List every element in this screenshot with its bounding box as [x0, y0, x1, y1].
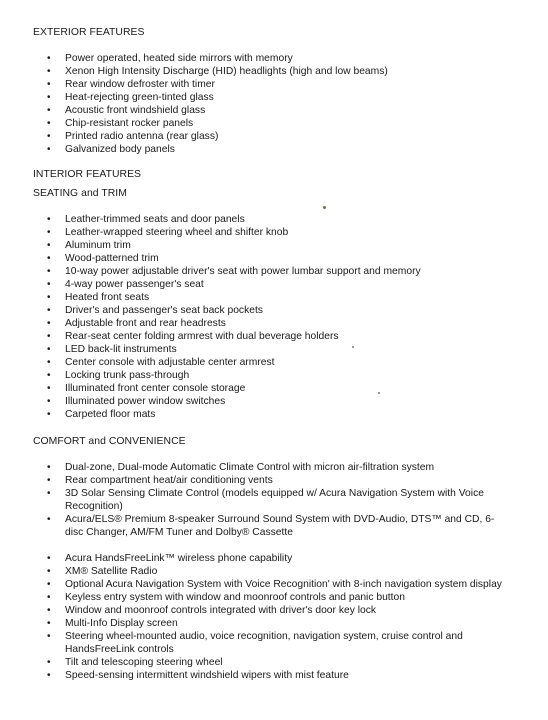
list-item: • Chip-resistant rocker panels — [0, 117, 548, 130]
scan-speck — [352, 346, 354, 348]
scan-speck — [323, 206, 326, 209]
list-item: • Leather-trimmed seats and door panels — [0, 213, 548, 226]
exterior-features-heading: EXTERIOR FEATURES — [33, 27, 145, 38]
list-item: • Illuminated power window switches — [0, 395, 548, 408]
list-item: • 10-way power adjustable driver's seat with power lumbar support and memory — [0, 265, 548, 278]
list-item: • Printed radio antenna (rear glass) — [0, 130, 548, 143]
list-item: • Multi-Info Display screen — [0, 617, 548, 630]
comfort-convenience-heading: COMFORT and CONVENIENCE — [33, 436, 186, 447]
comfort-convenience-list — [0, 461, 548, 682]
list-item: • Window and moonroof controls integrated with driver's door key lock — [0, 604, 548, 617]
list-item: • Optional Acura Navigation System with Voice Recognition' with 8-inch navigation system display — [0, 578, 548, 591]
list-item: • Acoustic front windshield glass — [0, 104, 548, 117]
list-item: • Tilt and telescoping steering wheel — [0, 656, 548, 669]
list-item: • Steering wheel-mounted audio, voice recognition, navigation system, cruise control and HandsFreeLink controls — [0, 630, 505, 656]
scan-speck — [378, 392, 380, 394]
list-item: • Driver's and passenger's seat back pockets — [0, 304, 548, 317]
list-item: • Acura/ELS® Premium 8-speaker Surround Sound System with DVD-Audio, DTS™ and CD, 6-disc Changer, AM/FM Tuner and Dolby® Cassette — [0, 513, 505, 552]
seating-trim-list — [0, 213, 548, 421]
list-item: • XM® Satellite Radio — [0, 565, 548, 578]
list-item: • Locking trunk pass-through — [0, 369, 548, 382]
list-item: • Rear window defroster with timer — [0, 78, 548, 91]
list-item: • Acura HandsFreeLink™ wireless phone capability — [0, 552, 548, 565]
list-item: • LED back-lit instruments — [0, 343, 548, 356]
list-item: • Xenon High Intensity Discharge (HID) headlights (high and low beams) — [0, 65, 548, 78]
list-item: • 3D Solar Sensing Climate Control (models equipped w/ Acura Navigation System with Voice Recognition) — [0, 487, 505, 513]
list-item: • Keyless entry system with window and moonroof controls and panic button — [0, 591, 548, 604]
list-item: • Dual-zone, Dual-mode Automatic Climate Control with micron air-filtration system — [0, 461, 548, 474]
list-item: • Wood-patterned trim — [0, 252, 548, 265]
list-item: • Rear-seat center folding armrest with dual beverage holders — [0, 330, 548, 343]
list-item: • Center console with adjustable center armrest — [0, 356, 548, 369]
exterior-features-list — [0, 52, 548, 156]
list-item: • Rear compartment heat/air conditioning vents — [0, 474, 548, 487]
seating-trim-heading: SEATING and TRIM — [33, 188, 127, 199]
interior-features-heading: INTERIOR FEATURES — [33, 169, 142, 180]
list-item: • Power operated, heated side mirrors with memory — [0, 52, 548, 65]
list-item: • Galvanized body panels — [0, 143, 548, 156]
list-item: • Illuminated front center console storage — [0, 382, 548, 395]
list-item: • Speed-sensing intermittent windshield wipers with mist feature — [0, 669, 548, 682]
list-item: • Adjustable front and rear headrests — [0, 317, 548, 330]
list-item: • Heat-rejecting green-tinted glass — [0, 91, 548, 104]
list-item: • Carpeted floor mats — [0, 408, 548, 421]
list-item: • Aluminum trim — [0, 239, 548, 252]
list-item: • Heated front seats — [0, 291, 548, 304]
list-item: • 4-way power passenger's seat — [0, 278, 548, 291]
list-item: • Leather-wrapped steering wheel and shifter knob — [0, 226, 548, 239]
